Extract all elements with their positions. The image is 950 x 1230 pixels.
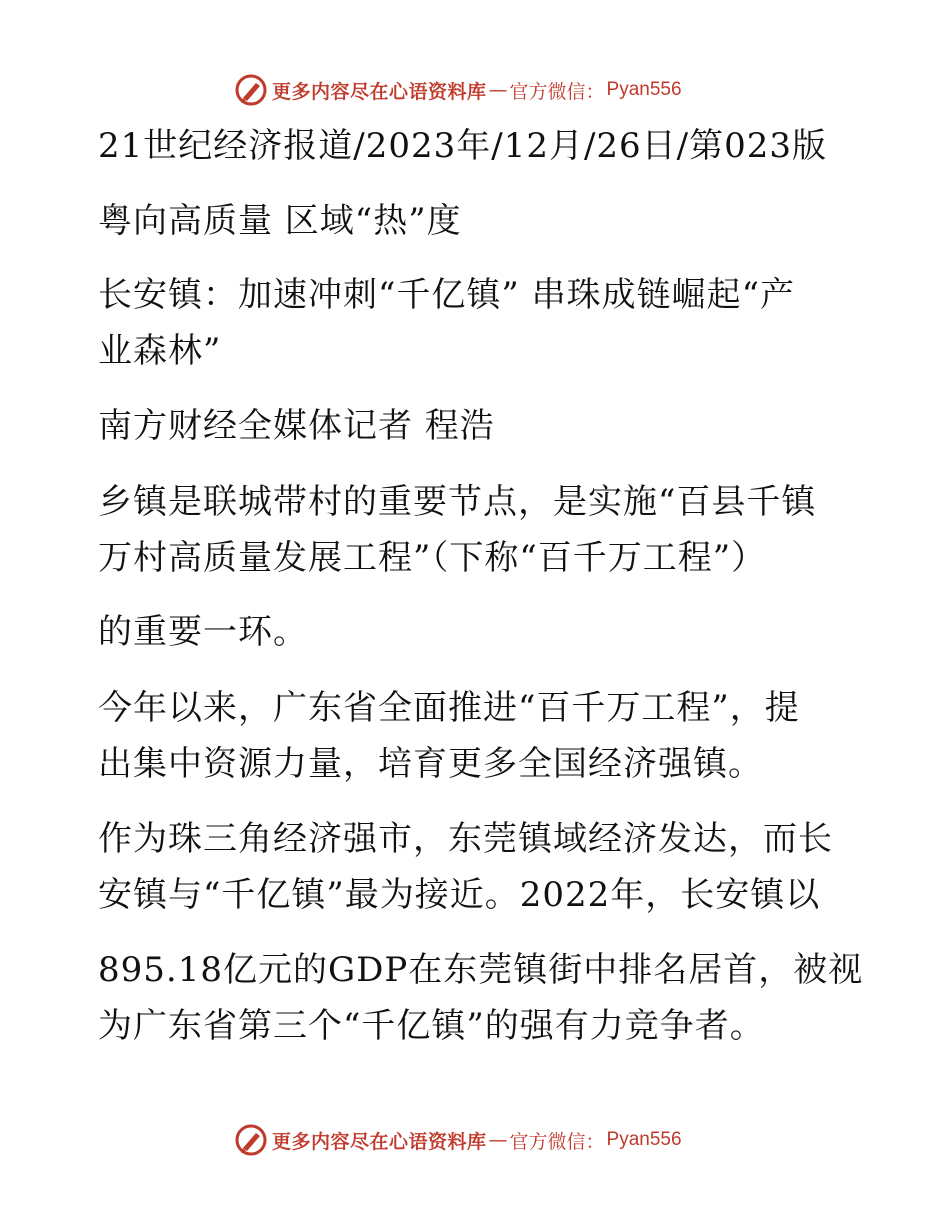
- pen-logo-icon: [234, 1123, 268, 1157]
- pen-logo-icon: [234, 73, 268, 107]
- watermark-footer: [234, 1120, 754, 1160]
- paragraph-line: 作为珠三角经济强市，东莞镇域经济发达，而长: [98, 819, 833, 859]
- watermark-text: 更多内容尽在心语资料库: [272, 1130, 487, 1153]
- watermark-wechat-label: 官方微信：: [509, 80, 605, 103]
- watermark-separator: —: [488, 1129, 508, 1151]
- paragraph-line: 安镇与“千亿镇”最为接近。2022年，长安镇以: [98, 875, 821, 915]
- watermark-wechat-id: Pyan556: [606, 79, 682, 100]
- paragraph-line: 乡镇是联城带村的重要节点，是实施“百县千镇: [98, 482, 817, 522]
- watermark-wechat-label: 官方微信：: [509, 1130, 605, 1153]
- paragraph-line: 出集中资源力量，培育更多全国经济强镇。: [98, 744, 763, 784]
- paragraph-line: 今年以来，广东省全面推进“百千万工程”，提: [98, 688, 800, 728]
- paragraph-line: 895.18亿元的GDP在东莞镇街中排名居首，被视: [98, 950, 864, 990]
- paragraph-line: 万村高质量发展工程”（下称“百千万工程”）: [98, 538, 767, 578]
- byline: 南方财经全媒体记者 程浩: [98, 406, 495, 446]
- headline-line-1: 长安镇：加速冲刺“千亿镇” 串珠成链崛起“产: [98, 275, 795, 315]
- watermark-wechat-id: Pyan556: [606, 1129, 682, 1150]
- watermark-separator: —: [488, 79, 508, 101]
- source-line: 21世纪经济报道/2023年/12月/26日/第023版: [98, 126, 828, 166]
- watermark-text: 更多内容尽在心语资料库: [272, 80, 487, 103]
- watermark-header: [234, 70, 754, 110]
- section-title: 粤向高质量 区域“热”度: [98, 201, 462, 241]
- paragraph-line: 为广东省第三个“千亿镇”的强有力竞争者。: [98, 1006, 765, 1046]
- headline-line-2: 业森林”: [98, 331, 222, 371]
- paragraph-line: 的重要一环。: [98, 612, 308, 652]
